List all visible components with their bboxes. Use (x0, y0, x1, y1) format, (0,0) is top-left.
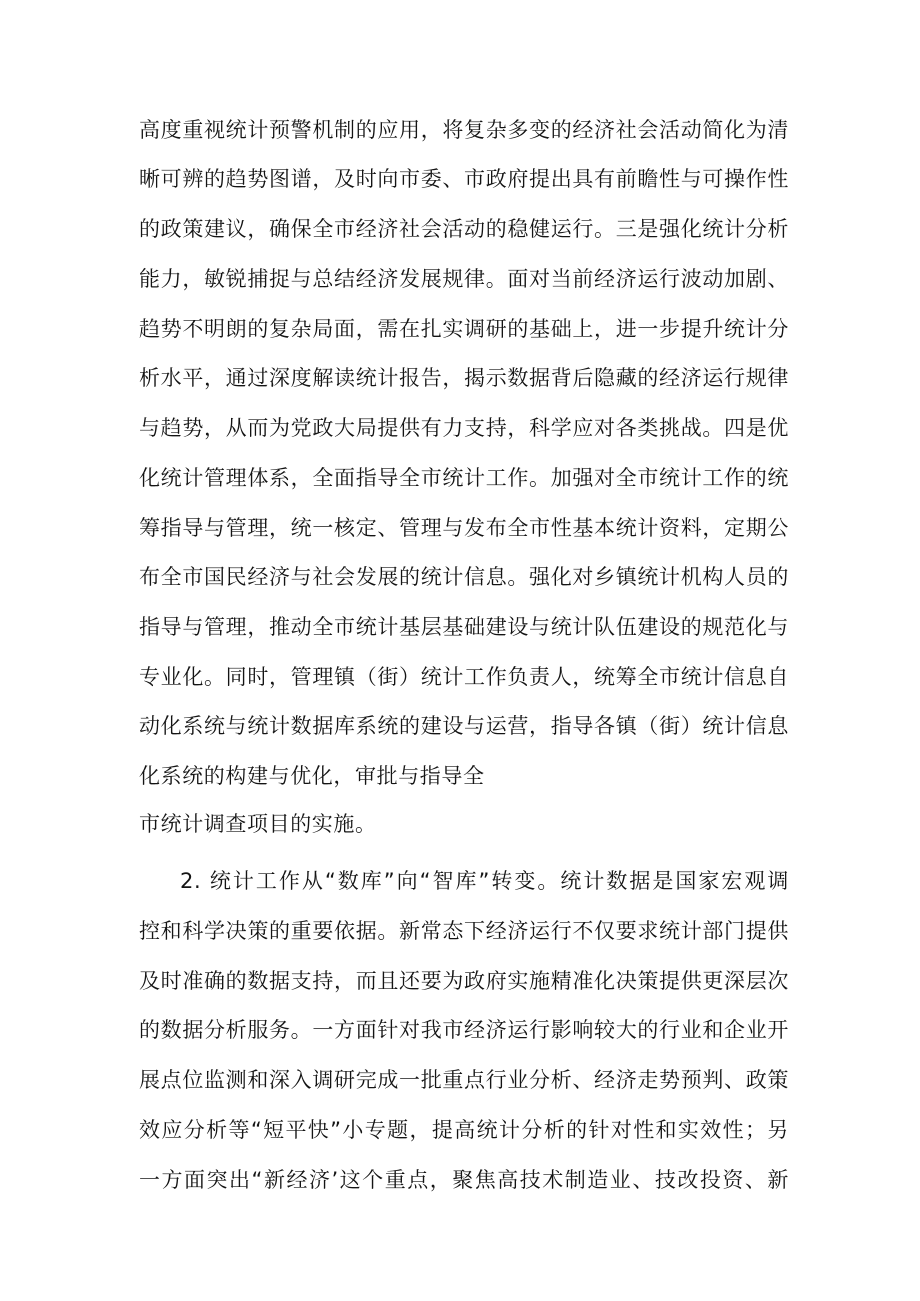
text-line: 化统计管理体系，全面指导全市统计工作。加强对全市统计工作的统 (139, 466, 789, 490)
text-line-heading: 2. 统计工作从“数库”向“智库”转变。统计数据是国家宏观调 (180, 869, 789, 893)
text-line: 指导与管理，推动全市统计基层基础建设与统计队伍建设的规范化与 (139, 615, 789, 639)
text-line: 效应分析等“短平快”小专题，提高统计分析的针对性和实效性；另 (139, 1118, 789, 1142)
text-line: 布全市国民经济与社会发展的统计信息。强化对乡镇统计机构人员的 (139, 565, 789, 589)
text-line: 展点位监测和深入调研完成一批重点行业分析、经济走势预判、政策 (139, 1068, 789, 1092)
text-line: 动化系统与统计数据库系统的建设与运营，指导各镇（街）统计信息 (139, 714, 789, 738)
text-line: 高度重视统计预警机制的应用，将复杂多变的经济社会活动简化为清 (139, 118, 789, 142)
text-line: 与趋势，从而为党政大局提供有力支持，科学应对各类挑战。四是优 (139, 416, 789, 440)
text-line: 化系统的构建与优化，审批与指导全 (139, 764, 485, 788)
text-line: 析水平，通过深度解读统计报告，揭示数据背后隐藏的经济运行规律 (139, 366, 789, 390)
text-line: 筹指导与管理，统一核定、管理与发布全市性基本统计资料，定期公 (139, 516, 789, 540)
text-line: 一方面突出“新经济’这个重点，聚焦高技术制造业、技改投资、新 (139, 1168, 789, 1192)
text-line: 晰可辨的趋势图谱，及时向市委、市政府提出具有前瞻性与可操作性 (139, 167, 789, 191)
text-line: 的政策建议，确保全市经济社会活动的稳健运行。三是强化统计分析 (139, 217, 789, 241)
text-line: 市统计调查项目的实施。 (139, 812, 377, 836)
text-line: 及时准确的数据支持，而且还要为政府实施精准化决策提供更深层次 (139, 969, 789, 993)
text-line: 的数据分析服务。一方面针对我市经济运行影响较大的行业和企业开 (139, 1018, 789, 1042)
text-line: 能力，敏锐捕捉与总结经济发展规律。面对当前经济运行波动加剧、 (139, 267, 789, 291)
text-line: 专业化。同时，管理镇（街）统计工作负责人，统筹全市统计信息自 (139, 665, 789, 689)
text-line: 控和科学决策的重要依据。新常态下经济运行不仅要求统计部门提供 (139, 919, 789, 943)
text-line: 趋势不明朗的复杂局面，需在扎实调研的基础上，进一步提升统计分 (139, 317, 789, 341)
